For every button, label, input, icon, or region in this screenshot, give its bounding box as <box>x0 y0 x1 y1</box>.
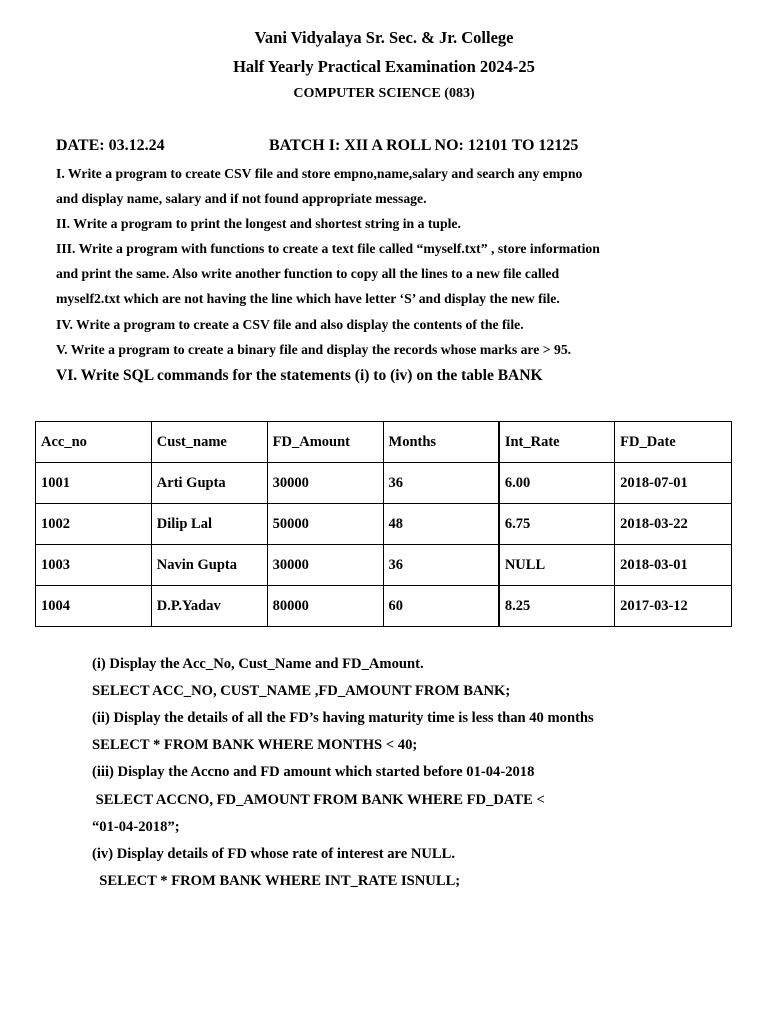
header-cell: Months <box>383 422 499 463</box>
answer-line: SELECT ACCNO, FD_AMOUNT FROM BANK WHERE FD_DATE < <box>92 792 545 808</box>
table-cell: Arti Gupta <box>151 463 267 504</box>
answer-line: SELECT * FROM BANK WHERE MONTHS < 40; <box>92 737 418 753</box>
question-line: and display name, salary and if not found appropriate message. <box>56 191 427 206</box>
answer-line: (iii) Display the Accno and FD amount which started before 01-04-2018 <box>92 764 535 780</box>
header-cell: FD_Date <box>615 422 732 463</box>
header-cell: Cust_name <box>151 422 267 463</box>
table-cell: 50000 <box>267 504 383 545</box>
table-row <box>36 463 732 504</box>
question-line: V. Write a program to create a binary file and display the records whose marks are > 95. <box>56 342 572 357</box>
question-line: and print the same. Also write another function to copy all the lines to a new file called <box>56 266 560 281</box>
exam-title: Half Yearly Practical Examination 2024-25 <box>233 57 535 76</box>
table-cell: 36 <box>383 545 499 586</box>
question-line: II. Write a program to print the longest and shortest string in a tuple. <box>56 216 461 231</box>
table-cell: 2018-07-01 <box>615 463 732 504</box>
school-name: Vani Vidyalaya Sr. Sec. & Jr. College <box>254 28 514 47</box>
table-cell: 8.25 <box>499 586 615 627</box>
exam-date: DATE: 03.12.24 <box>56 137 165 154</box>
table-cell: 6.00 <box>499 463 615 504</box>
answer-line: (i) Display the Acc_No, Cust_Name and FD_Amount. <box>92 656 424 672</box>
table-cell: 30000 <box>267 463 383 504</box>
table-cell: 6.75 <box>499 504 615 545</box>
table-cell: 2017-03-12 <box>615 586 732 627</box>
question-line: myself2.txt which are not having the line which have letter ‘S’ and display the new file. <box>56 291 560 306</box>
header-cell: FD_Amount <box>267 422 383 463</box>
table-cell: 48 <box>383 504 499 545</box>
answer-line: SELECT * FROM BANK WHERE INT_RATE ISNULL; <box>92 873 461 889</box>
question-line: IV. Write a program to create a CSV file and also display the contents of the file. <box>56 317 524 332</box>
table-cell: 1004 <box>36 586 152 627</box>
table-cell: 1003 <box>36 545 152 586</box>
question-line: III. Write a program with functions to create a text file called “myself.txt” , store information <box>56 241 600 256</box>
header-cell: Acc_no <box>36 422 152 463</box>
table-row <box>36 586 732 627</box>
table-row <box>36 504 732 545</box>
table-cell: 2018-03-22 <box>615 504 732 545</box>
table-cell: 1001 <box>36 463 152 504</box>
question-line: VI. Write SQL commands for the statements (i) to (iv) on the table BANK <box>56 367 543 384</box>
table-cell: D.P.Yadav <box>151 586 267 627</box>
table-cell: 30000 <box>267 545 383 586</box>
table-row <box>36 545 732 586</box>
subject-title: COMPUTER SCIENCE (083) <box>293 86 475 101</box>
bank-table <box>35 421 732 627</box>
table-cell: 80000 <box>267 586 383 627</box>
answer-line: (ii) Display the details of all the FD’s having maturity time is less than 40 months <box>92 710 594 726</box>
batch-info: BATCH I: XII A ROLL NO: 12101 TO 12125 <box>269 137 579 154</box>
table-cell: 2018-03-01 <box>615 545 732 586</box>
table-cell: Dilip Lal <box>151 504 267 545</box>
question-line: I. Write a program to create CSV file and store empno,name,salary and search any empno <box>56 166 583 181</box>
answer-line: “01-04-2018”; <box>92 819 180 835</box>
table-cell: 36 <box>383 463 499 504</box>
table-cell: Navin Gupta <box>151 545 267 586</box>
answer-line: SELECT ACC_NO, CUST_NAME ,FD_AMOUNT FROM BANK; <box>92 683 511 699</box>
table-header-row <box>36 422 732 463</box>
header-cell: Int_Rate <box>499 422 615 463</box>
answer-line: (iv) Display details of FD whose rate of interest are NULL. <box>92 846 456 862</box>
table-cell: NULL <box>499 545 615 586</box>
table-cell: 1002 <box>36 504 152 545</box>
table-cell: 60 <box>383 586 499 627</box>
